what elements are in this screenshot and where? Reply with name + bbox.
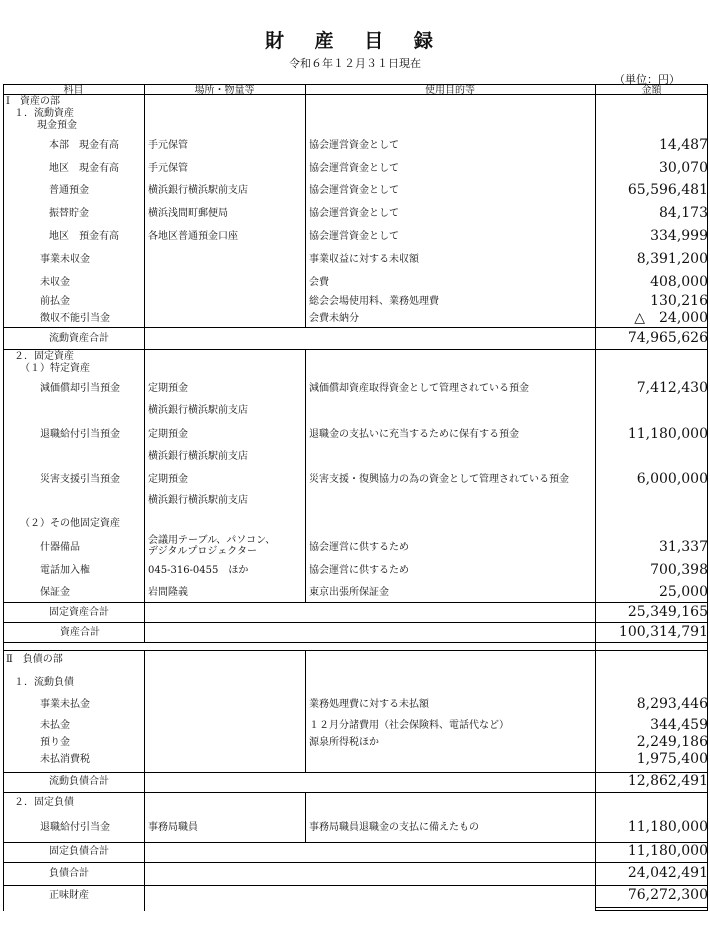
table-row-location: 定期預金 (148, 474, 188, 485)
assets-section-heading: Ⅰ 資産の部 (6, 96, 60, 107)
table-row-amount: 7,412,430 (636, 380, 708, 396)
table-row-amount: △ 24,000 (634, 310, 708, 326)
table-row-location: 定期預金 (148, 383, 188, 394)
table-row-location-2: デジタルプロジェクター (148, 546, 257, 557)
col-line (144, 349, 145, 602)
header-subject: 科目 (3, 84, 144, 95)
col-line (305, 349, 306, 602)
table-row-subject: 災害支援引当預金 (40, 474, 120, 485)
table-row-amount: 25,000 (659, 584, 708, 600)
col-line (144, 602, 145, 622)
table-row-purpose: 協会運営資金として (309, 140, 399, 151)
row-line (3, 622, 708, 623)
table-row-location: 会議用テーブル、パソコン、 (148, 535, 276, 546)
table-row-subject: 減価償却引当預金 (40, 383, 120, 394)
table-row-amount: 11,180,000 (627, 819, 708, 835)
table-row-subject: 地区 預金有高 (49, 231, 119, 242)
table-row-purpose: 協会運営資金として (309, 231, 399, 242)
fixed-liabilities-heading: ２．固定負債 (14, 797, 74, 808)
table-row-subject: 保証金 (40, 587, 70, 598)
table-row-subject: 退職給付引当金 (40, 822, 110, 833)
table-row-location-bank: 横浜銀行横浜駅前支店 (148, 451, 248, 462)
col-line (305, 84, 306, 327)
net-assets-amount: 76,272,300 (627, 887, 708, 903)
col-line (144, 84, 145, 327)
document-date: 令和６年１２月３１日現在 (289, 57, 421, 70)
row-line (3, 885, 708, 886)
col-line (144, 622, 145, 642)
table-row-purpose: 会費未納分 (309, 313, 359, 324)
table-row-location-bank: 横浜銀行横浜駅前支店 (148, 405, 248, 416)
col-line (305, 650, 306, 772)
document-title: 財 産 目 録 (265, 30, 445, 52)
table-row-purpose: 減価償却資産取得資金として管理されている預金 (309, 383, 529, 394)
inventory-table (3, 84, 708, 911)
table-row-amount: 11,180,000 (627, 426, 708, 442)
row-line (3, 862, 708, 863)
table-row-subject: 徴収不能引当金 (40, 313, 110, 324)
table-row-location: 各地区普通預金口座 (148, 231, 238, 242)
table-row-subject: 電話加入権 (40, 565, 90, 576)
table-row-subject: 未収金 (40, 277, 70, 288)
table-row-amount: 334,999 (650, 228, 708, 244)
table-row-location: 岩間隆義 (148, 587, 188, 598)
table-row-subject: 前払金 (40, 296, 70, 307)
col-line (144, 862, 145, 885)
table-row-location: 事務局職員 (148, 822, 198, 833)
table-row-amount: 6,000,000 (636, 471, 708, 487)
col-line (144, 842, 145, 862)
table-row-amount: 2,249,186 (636, 734, 708, 750)
assets-total-label: 資産合計 (60, 627, 100, 638)
current-liabilities-total: 12,862,491 (627, 773, 708, 789)
table-row-purpose: 東京出張所保証金 (309, 587, 389, 598)
current-assets-total: 74,965,626 (627, 330, 708, 346)
col-line (144, 650, 145, 772)
table-row-amount: 344,459 (650, 717, 708, 733)
row-line (3, 602, 708, 603)
amount-column-line (595, 84, 596, 911)
col-line (305, 792, 306, 842)
col-line (144, 885, 145, 911)
table-row-subject: 事業未払金 (40, 699, 90, 710)
table-row-location-bank: 横浜銀行横浜駅前支店 (148, 495, 248, 506)
table-row-purpose: 総会会場使用料、業務処理費 (309, 296, 439, 307)
fixed-assets-total-label: 固定資産合計 (49, 607, 109, 618)
net-assets-label: 正味財産 (49, 890, 89, 901)
table-row-purpose: 災害支援・復興協力の為の資金として管理されている預金 (309, 474, 569, 485)
table-row-purpose: 協会運営に供するため (309, 542, 409, 553)
table-row-amount: 30,070 (659, 160, 708, 176)
table-row-amount: 408,000 (650, 274, 708, 290)
table-row-location: 手元保管 (148, 140, 188, 151)
row-line (3, 650, 708, 651)
table-row-location: 定期預金 (148, 429, 188, 440)
header-location: 場所・物量等 (144, 84, 305, 95)
fixed-liabilities-total-label: 固定負債合計 (49, 846, 109, 857)
row-line (3, 642, 708, 643)
table-row-subject: 未払金 (40, 720, 70, 731)
table-row-subject: 什器備品 (40, 542, 80, 553)
table-row-purpose: 協会運営資金として (309, 185, 399, 196)
header-amount: 金額 (595, 84, 708, 95)
current-assets-heading: １．流動資産 (14, 108, 74, 119)
table-row-amount: 84,173 (659, 205, 708, 221)
table-row-purpose: 退職金の支払いに充当するために保有する預金 (309, 429, 519, 440)
table-row-purpose: 協会運営資金として (309, 163, 399, 174)
col-line (144, 772, 145, 792)
table-row-amount: 700,398 (650, 562, 708, 578)
table-row-location: 045-316-0455 ほか (148, 565, 249, 576)
table-row-subject: 未払消費税 (40, 754, 90, 765)
liabilities-total: 24,042,491 (627, 865, 708, 881)
fixed-liabilities-total: 11,180,000 (627, 843, 708, 859)
table-row-purpose: 協会運営に供するため (309, 565, 409, 576)
liabilities-total-label: 負債合計 (49, 868, 89, 879)
current-liabilities-heading: １．流動負債 (14, 677, 74, 688)
col-line (144, 327, 145, 349)
current-liabilities-total-label: 流動負債合計 (49, 776, 109, 787)
row-line (3, 349, 708, 350)
assets-total: 100,314,791 (618, 624, 708, 640)
table-row-subject: 退職給付引当預金 (40, 429, 120, 440)
current-assets-total-label: 流動資産合計 (49, 333, 109, 344)
table-row-purpose: 協会運営資金として (309, 208, 399, 219)
table-row-amount: 1,975,400 (636, 751, 708, 767)
col-line (144, 792, 145, 842)
liabilities-section-heading: Ⅱ 負債の部 (6, 654, 63, 665)
unit-label: （単位：円） (614, 73, 680, 86)
table-row-amount: 14,487 (659, 137, 708, 153)
cash-deposits-heading: 現金預金 (37, 120, 77, 131)
table-row-purpose: 源泉所得税ほか (309, 737, 379, 748)
table-row-amount: 65,596,481 (627, 182, 708, 198)
table-row-amount: 8,293,446 (636, 696, 708, 712)
table-row-subject: 地区 現金有高 (49, 163, 119, 174)
row-line (3, 792, 708, 793)
header-purpose: 使用目的等 (305, 84, 595, 95)
double-rule-bottom (595, 910, 708, 911)
table-border-left (3, 84, 4, 911)
table-row-subject: 振替貯金 (49, 208, 89, 219)
table-row-purpose: 会費 (309, 277, 329, 288)
table-row-subject: 普通預金 (49, 185, 89, 196)
table-row-subject: 預り金 (40, 737, 70, 748)
table-row-amount: 130,216 (650, 293, 708, 309)
table-row-purpose: 事業収益に対する未収額 (309, 254, 419, 265)
table-row-purpose: 事務局職員退職金の支払に備えたもの (309, 822, 479, 833)
fixed-assets-total: 25,349,165 (627, 604, 708, 620)
table-row-subject: 事業未収金 (40, 254, 90, 265)
fixed-assets-heading: ２．固定資産 (14, 351, 74, 362)
table-row-subject: 本部 現金有高 (49, 140, 119, 151)
table-row-location: 手元保管 (148, 163, 188, 174)
double-rule-top (595, 907, 708, 908)
row-line (3, 327, 708, 328)
specified-assets-heading: （１）特定資産 (20, 363, 90, 374)
table-row-amount: 8,391,200 (636, 251, 708, 267)
table-row-amount: 31,337 (659, 539, 708, 555)
other-fixed-assets-heading: （２）その他固定資産 (20, 518, 120, 529)
table-row-location: 横浜銀行横浜駅前支店 (148, 185, 248, 196)
table-row-purpose: 業務処理費に対する未払額 (309, 699, 429, 710)
table-row-purpose: １２月分諸費用（社会保険料、電話代など） (309, 720, 509, 731)
table-row-location: 横浜浅間町郵便局 (148, 208, 228, 219)
